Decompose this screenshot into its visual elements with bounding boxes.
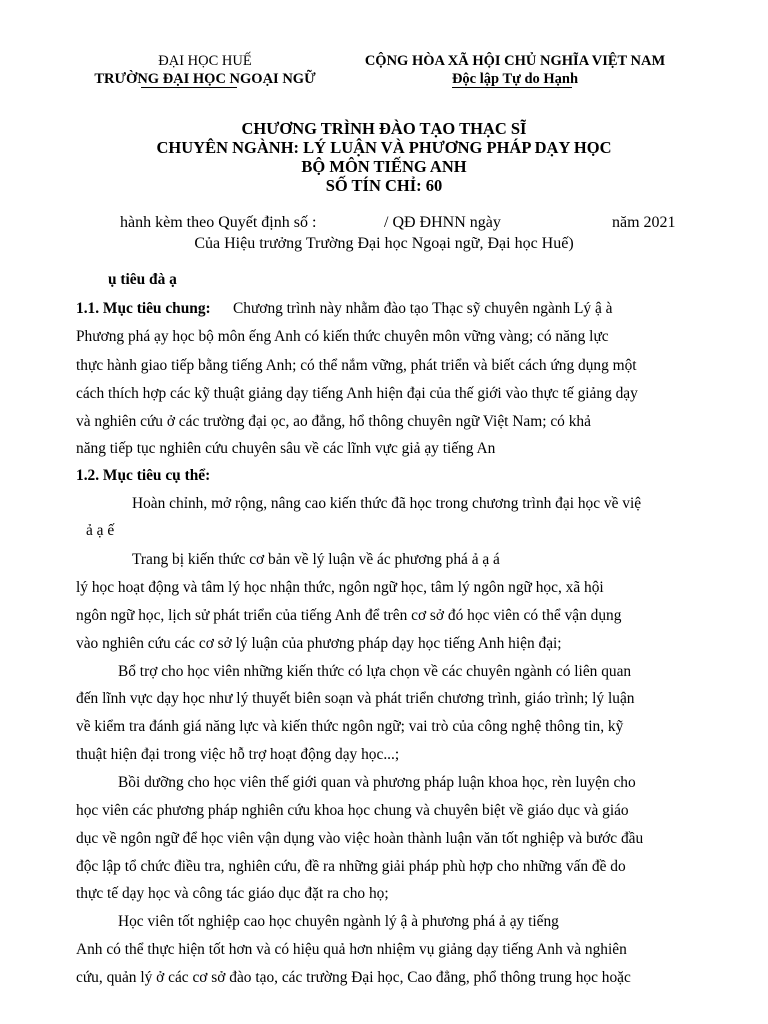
decision-text-part2: / QĐ ĐHNN ngày bbox=[384, 214, 501, 231]
specific-goal-p3-line: Bổ trợ cho học viên những kiến thức có lựa chọn về các chuyên ngành có liên quan bbox=[118, 663, 632, 680]
program-title: CHƯƠNG TRÌNH ĐÀO TẠO THẠC SĨ bbox=[241, 119, 527, 138]
specific-goal-p3-line: về kiểm tra đánh giá năng lực và kiến thức ngôn ngữ; vai trò của công nghệ thông tin, kỹ bbox=[76, 718, 624, 735]
specific-goal-p2-line: ngôn ngữ học, lịch sử phát triển của tiếng Anh để trên cơ sở đó học viên có thể vận dụng bbox=[76, 607, 622, 624]
specific-goal-p4-line: độc lập tổ chức điều tra, nghiên cứu, đề ra những giải pháp phù hợp cho những vấn đề do bbox=[76, 858, 626, 875]
school-name-underline bbox=[141, 87, 237, 88]
specific-goal-p5-line: Học viên tốt nghiệp cao học chuyên ngành lý ậ à phương phá ả ạy tiếng bbox=[118, 913, 559, 930]
credits-title: SỐ TÍN CHỈ: 60 bbox=[325, 176, 443, 195]
specific-goal-p2-line: vào nghiên cứu các cơ sở lý luận của phương pháp dạy học tiếng Anh hiện đại; bbox=[76, 635, 562, 652]
decision-issuer: Của Hiệu trưởng Trường Đại học Ngoại ngữ, Đại học Huế) bbox=[194, 235, 574, 252]
specific-goal-p4-line: học viên các phương pháp nghiên cứu khoa học chung và chuyên biệt về giáo dục và giáo bbox=[76, 802, 629, 819]
motto-underline bbox=[452, 87, 572, 88]
specific-goal-p5-line: cứu, quản lý ở các cơ sở đào tạo, các trường Đại học, Cao đẳng, phổ thông trung học hoặc bbox=[76, 969, 631, 986]
specific-goal-p2-line: Trang bị kiến thức cơ bản về lý luận về ác phương phá ả ạ á bbox=[132, 551, 500, 568]
specific-goal-p2-line: lý học hoạt động và tâm lý học nhận thức, ngôn ngữ học, tâm lý ngôn ngữ học, xã hội bbox=[76, 579, 604, 596]
decision-year: năm 2021 bbox=[612, 214, 676, 231]
specific-goal-p3-line: đến lĩnh vực dạy học như lý thuyết biên soạn và phát triển chương trình, giáo trình; lý luận bbox=[76, 690, 635, 707]
specific-goal-p4-line: Bồi dưỡng cho học viên thế giới quan và phương pháp luận khoa học, rèn luyện cho bbox=[118, 774, 636, 791]
country-name: CỘNG HÒA XÃ HỘI CHỦ NGHĨA VIỆT NAM bbox=[364, 53, 666, 69]
specific-goal-p1-line: ả ạ ế bbox=[86, 522, 115, 539]
school-name: TRƯỜNG ĐẠI HỌC NGOẠI NGỮ bbox=[94, 71, 316, 87]
department-title: BỘ MÔN TIẾNG ANH bbox=[301, 157, 467, 176]
general-goal-line: và nghiên cứu ở các trường đại ọc, ao đẳng, hổ thông chuyên ngữ Việt Nam; có khả bbox=[76, 413, 591, 430]
specific-goal-p5-line: Anh có thể thực hiện tốt hơn và có hiệu quả hơn nhiệm vụ giảng dạy tiếng Anh và nghiên bbox=[76, 941, 627, 958]
general-goal-line: Phương phá ạy học bộ môn ếng Anh có kiến thức chuyên môn vững vàng; có năng lực bbox=[76, 328, 609, 345]
specific-goal-p4-line: thực tế dạy học và công tác giáo dục đặt ra cho họ; bbox=[76, 885, 389, 902]
specific-goal-label: 1.2. Mục tiêu cụ thể: bbox=[76, 467, 211, 484]
decision-text-part1: hành kèm theo Quyết định số : bbox=[120, 214, 317, 231]
general-goal-line: cách thích hợp các kỹ thuật giảng dạy tiếng Anh hiện đại của thế giới vào thực tế giảng dạy bbox=[76, 385, 638, 402]
general-goal-line: thực hành giao tiếp bằng tiếng Anh; có thể nắm vững, phát triển và biết cách ứng dụng một bbox=[76, 357, 637, 374]
general-goal-label: 1.1. Mục tiêu chung: bbox=[76, 300, 211, 317]
national-motto: Độc lập Tự do Hạnh bbox=[451, 71, 579, 87]
general-goal-line: năng tiếp tục nghiên cứu chuyên sâu về các lĩnh vực giả ạy tiếng An bbox=[76, 440, 496, 457]
specific-goal-p3-line: thuật hiện đại trong việc hỗ trợ hoạt động dạy học...; bbox=[76, 746, 400, 763]
major-title: CHUYÊN NGÀNH: LÝ LUẬN VÀ PHƯƠNG PHÁP DẠY HỌC bbox=[156, 138, 612, 157]
specific-goal-p1-line: Hoàn chỉnh, mở rộng, nâng cao kiến thức đã học trong chương trình đại học về việ bbox=[132, 495, 642, 512]
general-goal-line: Chương trình này nhằm đào tạo Thạc sỹ chuyên ngành Lý ậ à bbox=[233, 300, 613, 317]
specific-goal-p4-line: dục về ngôn ngữ để học viên vận dụng vào việc hoàn thành luận văn tốt nghiệp và bước đầu bbox=[76, 830, 644, 847]
university-name: ĐẠI HỌC HUẾ bbox=[158, 53, 252, 69]
section-heading: ụ tiêu đà ạ bbox=[108, 271, 177, 288]
